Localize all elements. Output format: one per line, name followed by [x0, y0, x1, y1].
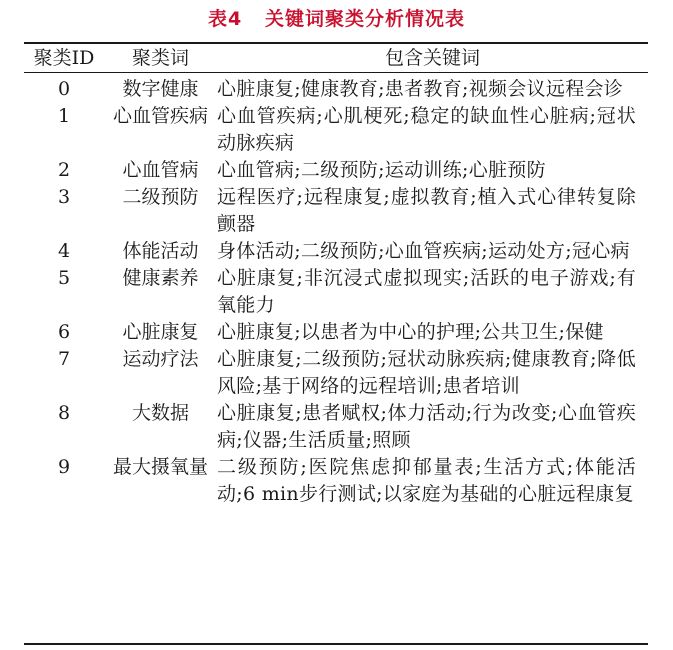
keywords-cell: 心脏康复;以患者为中心的护理;公共卫生;保健 [217, 321, 604, 343]
table-row [24, 346, 648, 400]
header-keywords: 包含关键词 [384, 47, 480, 69]
cluster-id-cell: 2 [57, 159, 71, 181]
table-row [24, 238, 648, 265]
table-row [24, 400, 648, 454]
cluster-id-cell: 5 [57, 267, 71, 289]
cluster-id-cell: 9 [57, 456, 71, 478]
cluster-word-cell: 体能活动 [122, 240, 199, 262]
table-row [24, 454, 648, 508]
keywords-cell: 心脏康复;患者赋权;体力活动;行为改变;心血管疾病;仪器;生活质量;照顾 [217, 402, 636, 451]
cluster-word-cell: 健康素养 [122, 267, 199, 289]
table-row [24, 72, 648, 103]
keywords-cell: 心血管病;二级预防;运动训练;心脏预防 [217, 159, 546, 181]
header-cluster-word: 聚类词 [131, 47, 189, 69]
cluster-word-cell: 数字健康 [122, 78, 199, 100]
keywords-cell: 心血管疾病;心肌梗死;稳定的缺血性心脏病;冠状动脉疾病 [217, 105, 636, 154]
table-row [24, 265, 648, 319]
cluster-id-cell: 1 [57, 105, 71, 127]
cluster-id-cell: 8 [57, 402, 71, 424]
cluster-word-cell: 运动疗法 [122, 348, 199, 370]
header-cluster-id: 聚类ID [33, 47, 95, 69]
bottom-rule [24, 643, 648, 645]
table-row [24, 157, 648, 184]
table-row [24, 319, 648, 346]
cluster-word-cell: 心血管疾病 [112, 105, 208, 127]
table-title: 表4 关键词聚类分析情况表 [207, 8, 466, 30]
cluster-id-cell: 3 [57, 186, 71, 208]
keywords-cell: 心脏康复;健康教育;患者教育;视频会议远程会诊 [217, 78, 624, 100]
keywords-cell: 身体活动;二级预防;心血管疾病;运动处方;冠心病 [217, 240, 630, 262]
cluster-word-cell: 最大摄氧量 [112, 456, 208, 478]
table-row [24, 184, 648, 238]
keywords-cell: 心脏康复;非沉浸式虚拟现实;活跃的电子游戏;有氧能力 [217, 267, 636, 316]
cluster-table [24, 44, 648, 508]
header-row [24, 44, 648, 72]
table-row [24, 103, 648, 157]
cluster-word-cell: 心血管病 [122, 159, 199, 181]
cluster-word-cell: 大数据 [131, 402, 189, 424]
cluster-id-cell: 7 [57, 348, 71, 370]
cluster-word-cell: 心脏康复 [122, 321, 199, 343]
keywords-cell: 远程医疗;远程康复;虚拟教育;植入式心律转复除颤器 [217, 186, 636, 235]
cluster-id-cell: 0 [57, 78, 71, 100]
cluster-id-cell: 6 [57, 321, 71, 343]
cluster-id-cell: 4 [57, 240, 71, 262]
cluster-word-cell: 二级预防 [122, 186, 199, 208]
keywords-cell: 心脏康复;二级预防;冠状动脉疾病;健康教育;降低风险;基于网络的远程培训;患者培训 [217, 348, 636, 397]
keywords-cell: 二级预防;医院焦虑抑郁量表;生活方式;体能活动;6 min步行测试;以家庭为基础的心脏远程康复 [217, 456, 636, 505]
